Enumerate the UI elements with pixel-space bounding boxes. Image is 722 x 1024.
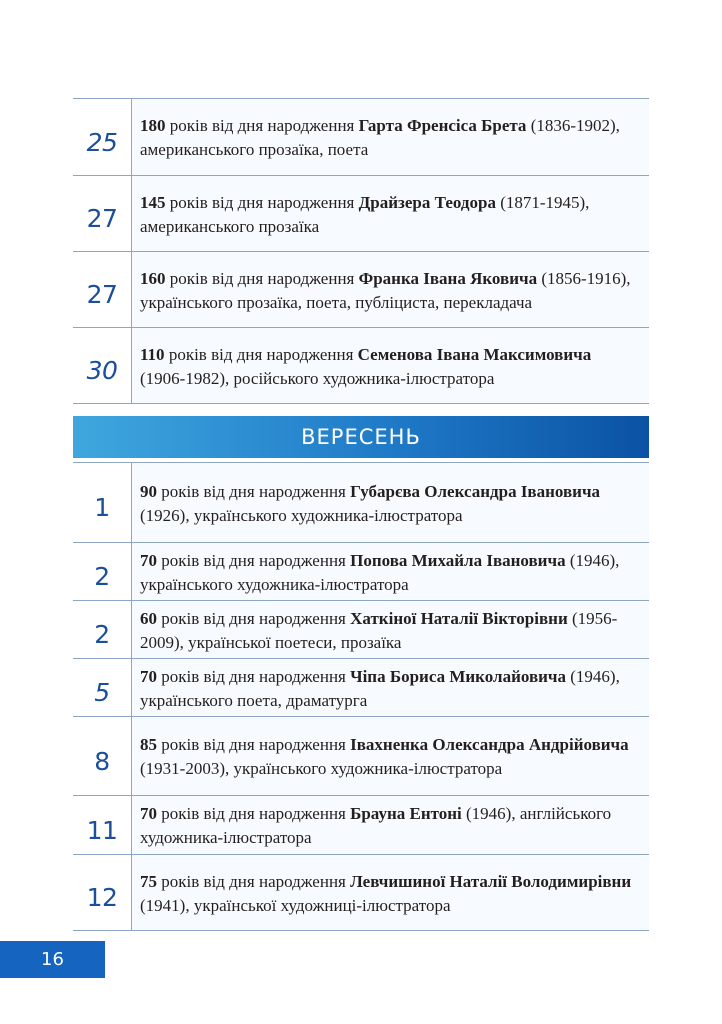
- day-cell: 5: [73, 659, 132, 716]
- table-row: [73, 462, 649, 542]
- entry-text: 85 років від дня народження Івахненка Олександра Андрійовича (1931-2003), українського художника-ілюстратора: [132, 717, 649, 795]
- table-row: [73, 658, 649, 716]
- day-cell: 2: [73, 601, 132, 658]
- entry-text: 70 років від дня народження Брауна Ентоні (1946), англійського художника-ілюстратора: [132, 796, 649, 854]
- day-cell: 8: [73, 717, 132, 795]
- entry-text: 145 років від дня народження Драйзера Теодора (1871-1945), американського прозаїка: [132, 176, 649, 251]
- day-cell: 12: [73, 855, 132, 930]
- entry-text: 160 років від дня народження Франка Івана Яковича (1856-1916), українського прозаїка, поета, публіциста, перекладача: [132, 252, 649, 327]
- table-row: [73, 795, 649, 854]
- day-cell: 27: [73, 176, 132, 251]
- table-row: [73, 716, 649, 795]
- day-cell: 27: [73, 252, 132, 327]
- table-row: [73, 600, 649, 658]
- day-cell: 1: [73, 463, 132, 542]
- table-row: [73, 854, 649, 931]
- table-row: [73, 327, 649, 404]
- entry-text: 70 років від дня народження Чіпа Бориса Миколайовича (1946), українського поета, драматурга: [132, 659, 649, 716]
- page-number: 16: [0, 941, 105, 978]
- entry-text: 70 років від дня народження Попова Михайла Івановича (1946), українського художника-ілюстратора: [132, 543, 649, 600]
- day-cell: 2: [73, 543, 132, 600]
- entry-text: 90 років від дня народження Губарєва Олександра Івановича (1926), українського художника-ілюстратора: [132, 463, 649, 542]
- day-cell: 25: [73, 99, 132, 175]
- entry-text: 180 років від дня народження Гарта Френсіса Брета (1836-1902), американського прозаїка, поета: [132, 99, 649, 175]
- day-cell: 30: [73, 328, 132, 403]
- table-row: [73, 542, 649, 600]
- table-row: [73, 251, 649, 327]
- entry-text: 110 років від дня народження Семенова Івана Максимовича (1906-1982), російського художника-ілюстратора: [132, 328, 649, 403]
- day-cell: 11: [73, 796, 132, 854]
- entry-text: 75 років від дня народження Левчишиної Наталії Володимирівни (1941), української художниці-ілюстратора: [132, 855, 649, 930]
- table-row: [73, 175, 649, 251]
- month-heading: ВЕРЕСЕНЬ: [73, 416, 649, 458]
- entry-text: 60 років від дня народження Хаткіної Наталії Вікторівни (1956-2009), української поетеси, прозаїка: [132, 601, 649, 658]
- table-row: [73, 98, 649, 175]
